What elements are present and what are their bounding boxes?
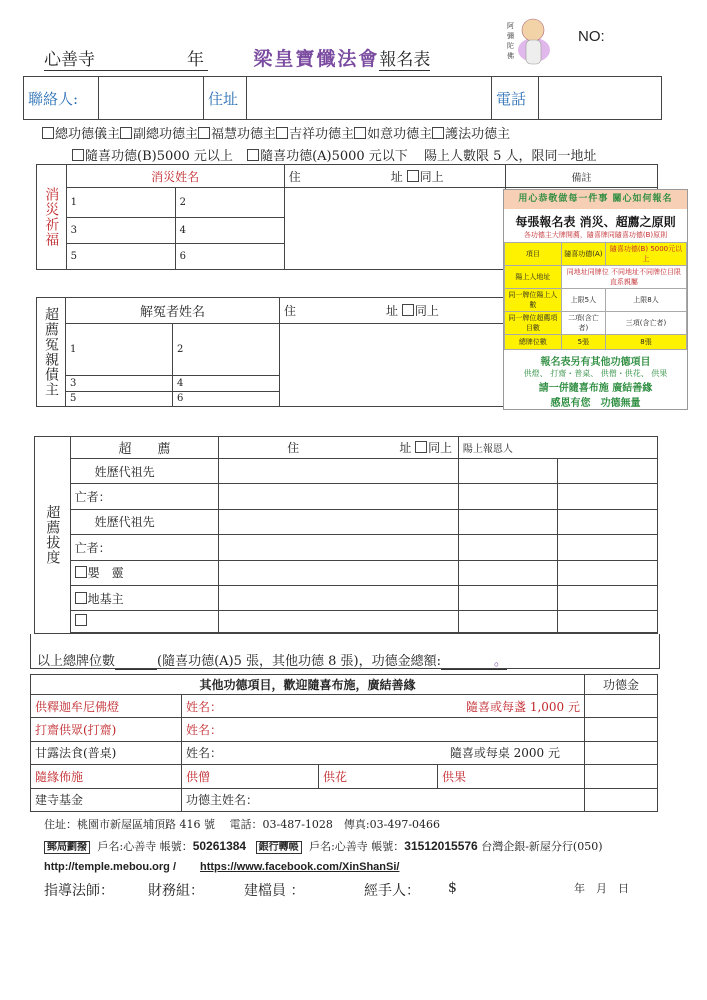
name-cell[interactable]: 3 bbox=[66, 376, 173, 391]
merit-option[interactable]: 隨喜功德(B)5000 元以上 bbox=[72, 149, 233, 164]
name-cell[interactable]: 2 bbox=[173, 324, 280, 376]
serial-number-label: NO: bbox=[578, 28, 605, 45]
blessing-side-label: 消災祈福 bbox=[37, 165, 67, 270]
checkbox[interactable] bbox=[247, 149, 259, 161]
deliverance-address-cell[interactable] bbox=[219, 560, 459, 585]
offer-fruit-input[interactable]: 供果 bbox=[438, 765, 585, 788]
deliverance-name-cell[interactable]: 亡者： bbox=[70, 484, 219, 509]
fund-name-input[interactable]: 功德主姓名： bbox=[182, 788, 585, 811]
merit-option[interactable]: 隨喜功德(A)5000 元以下 bbox=[247, 149, 408, 164]
name-cell[interactable]: 3 bbox=[66, 218, 175, 244]
checkbox[interactable] bbox=[120, 127, 132, 139]
lamp-label: 供釋迦牟尼佛燈 bbox=[31, 695, 182, 718]
same-checkbox[interactable] bbox=[415, 441, 427, 453]
deliverance-row bbox=[35, 509, 658, 534]
facebook-link[interactable]: https://www.facebook.com/XinShanSi/ bbox=[200, 861, 400, 873]
deliverance-table bbox=[34, 436, 658, 634]
yang-header: 陽上報恩人 bbox=[458, 437, 657, 459]
checkbox[interactable] bbox=[75, 566, 87, 578]
blessing-address-input[interactable] bbox=[284, 188, 505, 270]
panel-invite: 請一併隨喜布施 廣結善緣 bbox=[538, 383, 653, 394]
amount-input[interactable] bbox=[585, 718, 658, 741]
same-checkbox[interactable] bbox=[402, 304, 414, 316]
panel-item-list: 供燈、 打齋・普桌、 供僧・供花、 供果 bbox=[523, 369, 668, 378]
year-label: 年 bbox=[116, 45, 208, 71]
finance-sign: 財務組： bbox=[148, 883, 204, 899]
checkbox[interactable] bbox=[75, 592, 87, 604]
name-cell[interactable]: 5 bbox=[66, 244, 175, 270]
deliverance-row bbox=[35, 459, 658, 484]
dollar-sign: $ bbox=[448, 880, 457, 896]
yang-cell[interactable] bbox=[458, 459, 558, 484]
checkbox[interactable] bbox=[42, 127, 54, 139]
creditor-name-header: 解冤者姓名 bbox=[66, 298, 280, 324]
creditor-address-header: 住 址 同上 bbox=[280, 298, 504, 324]
phone-input[interactable] bbox=[539, 77, 662, 120]
svg-text:彌: 彌 bbox=[507, 32, 514, 40]
merit-options-row1 bbox=[42, 123, 510, 142]
contact-input[interactable] bbox=[99, 77, 204, 120]
blessing-name-header: 消災姓名 bbox=[66, 165, 284, 188]
yang-cell[interactable] bbox=[558, 509, 658, 534]
deliverance-row bbox=[35, 484, 658, 509]
bank-branch: 台灣企銀-新屋分行(050) bbox=[481, 840, 603, 853]
remark-header: 備註 bbox=[506, 165, 658, 188]
deliverance-address-cell[interactable] bbox=[219, 585, 459, 610]
website-link[interactable]: http://temple.mebou.org / bbox=[44, 861, 176, 873]
other-merits-table bbox=[30, 674, 658, 812]
feast-name-input[interactable]: 姓名： bbox=[182, 718, 585, 741]
checkbox[interactable] bbox=[276, 127, 288, 139]
temple-address: 住址：桃園市新屋區埔頂路 416 號 電話：03-487-1028 傳真:03-497-0466 bbox=[44, 818, 441, 831]
panel-banner: 用心恭敬做每一件事 關心如何報名 bbox=[504, 190, 687, 209]
same-checkbox[interactable] bbox=[407, 170, 419, 182]
title-main: 梁皇寶懺法會 bbox=[253, 48, 380, 70]
yang-cell[interactable] bbox=[558, 611, 658, 632]
amount-input[interactable] bbox=[585, 695, 658, 718]
merit-option[interactable]: 總功德儀主 bbox=[42, 127, 120, 142]
deliverance-row bbox=[35, 560, 658, 585]
total-line: 以上總牌位數 (隨喜功德(A)5 張，其他功德 8 張)，功德金總額: 。 bbox=[30, 634, 660, 669]
yang-cell[interactable] bbox=[558, 484, 658, 509]
deliverance-address-cell[interactable] bbox=[219, 484, 459, 509]
yang-cell[interactable] bbox=[458, 611, 558, 632]
archive-sign: 建檔員 ： bbox=[244, 883, 305, 899]
address-input[interactable] bbox=[247, 77, 492, 120]
name-cell[interactable]: 1 bbox=[66, 188, 175, 218]
deliverance-row bbox=[35, 611, 658, 632]
merit-option[interactable]: 副總功德主 bbox=[120, 127, 198, 142]
svg-text:阿: 阿 bbox=[507, 22, 514, 30]
amount-input[interactable] bbox=[585, 741, 658, 764]
deliverance-col-header: 超 薦 bbox=[70, 437, 219, 459]
name-cell[interactable]: 2 bbox=[175, 188, 284, 218]
checkbox[interactable] bbox=[75, 614, 87, 626]
name-cell[interactable]: 4 bbox=[175, 218, 284, 244]
panel-heading: 每張報名表 消災、超薦之原則 bbox=[515, 215, 676, 229]
checkbox[interactable] bbox=[354, 127, 366, 139]
svg-text:佛: 佛 bbox=[507, 52, 514, 60]
panel-table: 項目 隨喜功德(A) 隨喜功德(B) 5000元以上 陽上人地址 同地址同牌位 不同地址不同牌位目限直系親屬 同一牌位陽上人數 上限5人 上限8人 同一牌位超薦項目數 二項(含亡者) 三項(含亡者) 總牌位數 5張 8張 bbox=[504, 242, 687, 350]
yang-cell[interactable] bbox=[458, 585, 558, 610]
panel-subheading: 各功德主大牌開薦，隨喜牌同隨喜功德(B)原則 bbox=[523, 231, 668, 239]
yang-cell[interactable] bbox=[458, 509, 558, 534]
form-title bbox=[44, 44, 430, 71]
payment-info: 郵局劃撥 戶名:心善寺 帳號：50261384 銀行轉帳 戶名:心善寺 帳號：31512015576 台灣企銀-新屋分行(050) bbox=[44, 838, 603, 854]
food-label: 甘露法食(普桌) bbox=[31, 741, 182, 764]
post-label: 郵局劃撥 bbox=[44, 841, 90, 854]
deliverance-name-cell[interactable]: 姓歷代祖先 bbox=[70, 459, 219, 484]
deliverance-address-cell[interactable] bbox=[219, 535, 459, 560]
total-amount-input[interactable]: 。 bbox=[441, 650, 507, 670]
post-account: 50261384 bbox=[192, 839, 247, 853]
offer-flower-input[interactable]: 供花 bbox=[319, 765, 438, 788]
total-count-input[interactable] bbox=[115, 654, 157, 670]
master-sign: 指導法師： bbox=[44, 883, 114, 899]
name-cell[interactable]: 1 bbox=[66, 324, 173, 376]
food-name-input[interactable]: 姓名： 隨喜或每桌 2000 元 bbox=[182, 741, 585, 764]
merit-options-row2 bbox=[72, 145, 597, 164]
deliverance-row bbox=[35, 535, 658, 560]
temple-name: 心善寺 bbox=[44, 45, 116, 71]
deliverance-address-cell[interactable] bbox=[219, 509, 459, 534]
amount-input[interactable] bbox=[585, 788, 658, 811]
checkbox[interactable] bbox=[198, 127, 210, 139]
deliverance-name-cell[interactable] bbox=[70, 611, 219, 632]
yang-cell[interactable] bbox=[558, 585, 658, 610]
name-cell[interactable]: 4 bbox=[173, 376, 280, 391]
yang-cell[interactable] bbox=[458, 560, 558, 585]
yang-cell[interactable] bbox=[558, 535, 658, 560]
deliverance-row bbox=[35, 585, 658, 610]
phone-label: 電話 bbox=[492, 77, 539, 120]
other-merits-header: 其他功德項目，歡迎隨喜布施，廣結善緣 bbox=[31, 675, 585, 695]
yang-cell[interactable] bbox=[458, 535, 558, 560]
deliverance-name-cell[interactable]: 亡者： bbox=[70, 535, 219, 560]
panel-thanks: 感恩有您 功德無量 bbox=[550, 398, 641, 409]
contact-label: 聯絡人: bbox=[24, 77, 99, 120]
deliverance-name-cell[interactable]: 姓歷代祖先 bbox=[70, 509, 219, 534]
lamp-name-input[interactable]: 姓名： 隨喜或每盞 1,000 元 bbox=[182, 695, 585, 718]
merit-option[interactable]: 如意功德主 bbox=[354, 127, 432, 142]
fund-label: 建寺基金 bbox=[31, 788, 182, 811]
date-sign: 年 月 日 bbox=[574, 882, 629, 895]
merit-option[interactable]: 護法功德主 bbox=[432, 127, 510, 142]
deliverance-address-cell[interactable] bbox=[219, 611, 459, 632]
title-suffix: 報名表 bbox=[379, 45, 430, 71]
deliverance-name-cell[interactable]: 地基主 bbox=[70, 585, 219, 610]
yang-cell[interactable] bbox=[458, 484, 558, 509]
creditor-address-input[interactable] bbox=[280, 324, 504, 407]
deliverance-address-cell[interactable] bbox=[219, 459, 459, 484]
deliverance-side-label: 超薦拔度 bbox=[35, 437, 71, 634]
name-cell[interactable]: 6 bbox=[173, 391, 280, 406]
yang-cell[interactable] bbox=[558, 560, 658, 585]
svg-text:陀: 陀 bbox=[507, 42, 514, 50]
checkbox[interactable] bbox=[432, 127, 444, 139]
deliverance-name-cell[interactable]: 嬰 靈 bbox=[70, 560, 219, 585]
amount-input[interactable] bbox=[585, 765, 658, 788]
feast-label: 打齋供眾(打齋) bbox=[31, 718, 182, 741]
amount-header: 功德金 bbox=[585, 675, 658, 695]
random-label: 隨緣佈施 bbox=[31, 765, 182, 788]
info-panel bbox=[503, 189, 688, 410]
name-cell[interactable]: 5 bbox=[66, 391, 173, 406]
creditor-side-label: 超薦冤親債主 bbox=[37, 298, 66, 407]
blessing-address-header: 住 址 同上 bbox=[284, 165, 505, 188]
name-cell[interactable]: 6 bbox=[175, 244, 284, 270]
contact-table bbox=[23, 76, 662, 120]
merit-option[interactable]: 福慧功德主 bbox=[198, 127, 276, 142]
offer-monk-input[interactable]: 供僧 bbox=[182, 765, 319, 788]
bank-account: 31512015576 bbox=[404, 839, 478, 853]
limit-note: 陽上人數限 5 人，限同一地址 bbox=[423, 149, 597, 164]
deliverance-address-header: 住 址 同上 bbox=[219, 437, 459, 459]
address-label: 住址 bbox=[204, 77, 247, 120]
creditor-table bbox=[36, 297, 504, 407]
monk-logo-icon bbox=[504, 10, 554, 70]
panel-other-items: 報名表另有其他功德項目 bbox=[540, 357, 651, 368]
checkbox[interactable] bbox=[72, 149, 84, 161]
handler-sign: 經手人： bbox=[364, 883, 420, 899]
signature-row bbox=[44, 880, 674, 900]
bank-label: 銀行轉帳 bbox=[256, 841, 302, 854]
yang-cell[interactable] bbox=[558, 459, 658, 484]
merit-option[interactable]: 吉祥功德主 bbox=[276, 127, 354, 142]
